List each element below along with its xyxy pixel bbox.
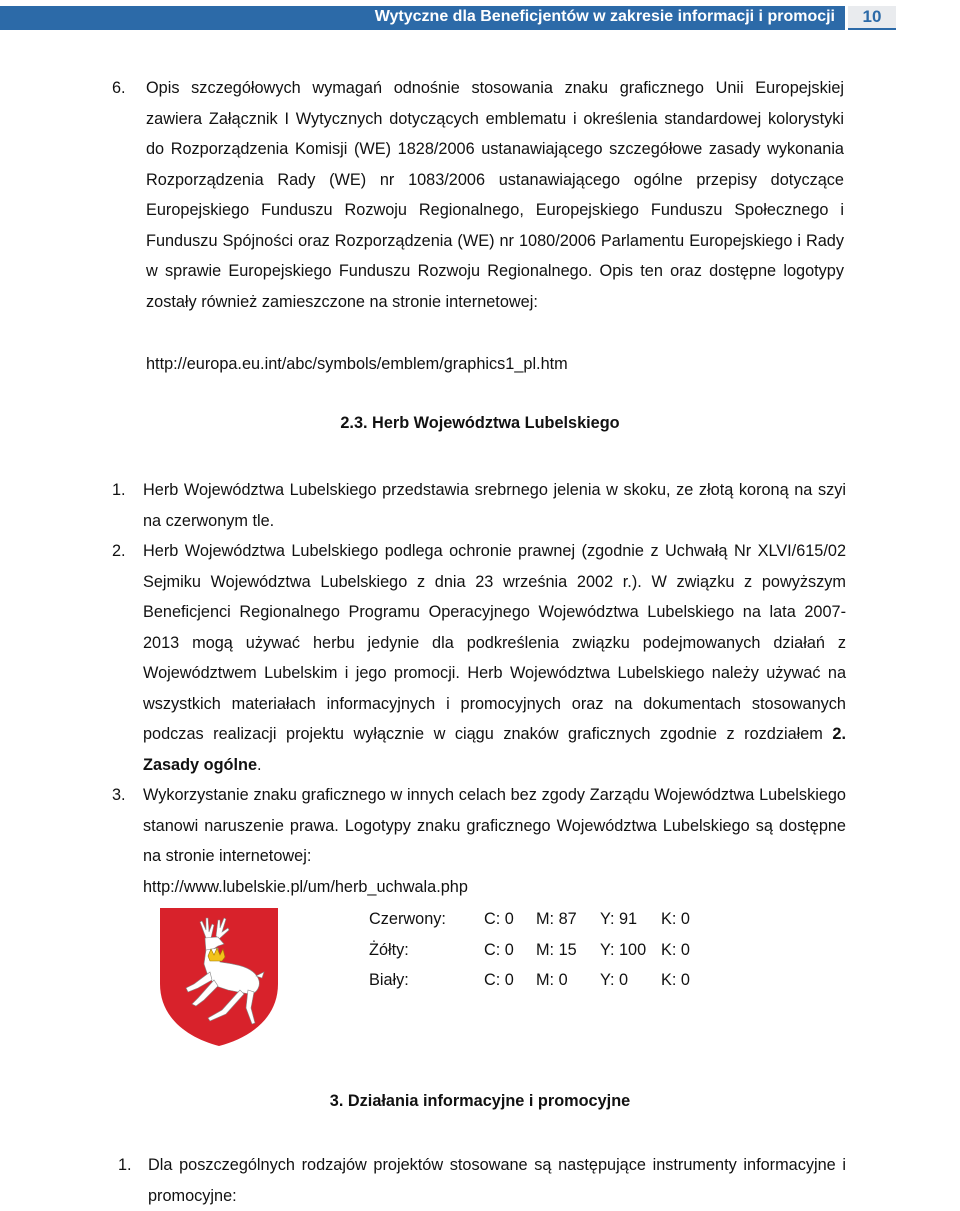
item-number: 3. <box>112 786 126 804</box>
item-number: 1. <box>112 481 126 499</box>
sentence-end: . <box>257 755 262 774</box>
color-row-yellow <box>369 935 711 966</box>
emblem-url-link[interactable]: http://europa.eu.int/abc/symbols/emblem/graphics1_pl.htm <box>146 355 568 373</box>
color-table <box>369 904 711 996</box>
yellow-value: Y: 91 <box>600 910 638 928</box>
black-value: K: 0 <box>661 910 690 928</box>
color-name: Czerwony: <box>369 910 446 928</box>
section3-item1-text: Dla poszczególnych rodzajów projektów stosowane są następujące instrumenty informacyjne i promocyjne: <box>148 1156 846 1205</box>
item-number: 1. <box>118 1156 132 1174</box>
yellow-value: Y: 100 <box>600 940 647 959</box>
item6-text: Opis szczegółowych wymagań odnośnie stosowania znaku graficznego Unii Europejskiej zawiera Załącznik I Wytycznych dotyczących emblematu i określenia standardowej kolorystyki do Rozporządzenia Komisji (WE) 1828/2006 ustanawiającego szczegółowe zasady wykonania Rozporządzenia Rady (WE) nr 1083/2006 ustanawiającego ogólne przepisy dotyczące Europejskiego Funduszu Rozwoju Regionalnego, Europejskiego Funduszu Społecznego i Funduszu Spójności oraz Rozporządzenia (WE) nr 1080/2006 Parlamentu Europejskiego i Rady w sprawie Europejskiego Funduszu Rozwoju Regionalnego. Opis ten oraz dostępne logotypy zostały również zamieszczone na stronie internetowej: <box>146 79 844 311</box>
color-name: Biały: <box>369 971 409 989</box>
black-value: K: 0 <box>661 940 690 959</box>
color-name: Żółty: <box>369 940 409 959</box>
section-heading-2-3: 2.3. Herb Województwa Lubelskiego <box>340 414 620 432</box>
section-heading-3: 3. Działania informacyjne i promocyjne <box>329 1092 631 1110</box>
magenta-value: M: 87 <box>536 910 577 928</box>
cyan-value: C: 0 <box>484 910 514 928</box>
herb-url-link[interactable]: http://www.lubelskie.pl/um/herb_uchwala.php <box>143 878 468 896</box>
page-number: 10 <box>848 6 896 30</box>
item-number: 6. <box>112 79 126 97</box>
item-number: 2. <box>112 542 126 560</box>
herb-item2-text <box>143 536 846 780</box>
herb-item1-text: Herb Województwa Lubelskiego przedstawia srebrnego jelenia w skoku, ze złotą koroną na szyi na czerwonym tle. <box>143 481 846 530</box>
herb-item3-text: Wykorzystanie znaku graficznego w innych celach bez zgody Zarządu Województwa Lubelskiego stanowi naruszenie prawa. Logotypy znaku graficznego Województwa Lubelskiego są dostępne na stronie internetowej: <box>143 786 846 865</box>
color-row-white <box>369 965 711 996</box>
cyan-value: C: 0 <box>484 940 514 959</box>
magenta-value: M: 0 <box>536 971 568 989</box>
document-title: Wytyczne dla Beneficjentów w zakresie informacji i promocji <box>374 8 835 25</box>
magenta-value: M: 15 <box>536 940 577 959</box>
yellow-value: Y: 0 <box>600 971 629 989</box>
chapter-reference: 2. Zasady ogólne <box>143 725 846 774</box>
color-row-red <box>369 904 711 935</box>
lubelskie-coat-of-arms <box>158 906 280 1048</box>
cyan-value: C: 0 <box>484 971 514 989</box>
herb-item2-body: Herb Województwa Lubelskiego podlega ochronie prawnej (zgodnie z Uchwałą Nr XLVI/615/02 Sejmiku Województwa Lubelskiego z dnia 23 września 2002 r.). W związku z powyższym Beneficjenci Regionalnego Programu Operacyjnego Województwa Lubelskiego na lata 2007-2013 mogą używać herbu jedynie dla podkreślenia związku podejmowanych działań z Województwem Lubelskim i jego promocji. Herb Województwa Lubelskiego należy używać na wszystkich materiałach informacyjnych i promocyjnych oraz na dokumentach stosowanych podczas realizacji projektu wyłącznie w ciągu znaków graficznych zgodnie z rozdziałem <box>143 542 846 743</box>
header-bar <box>0 6 845 30</box>
black-value: K: 0 <box>661 971 690 989</box>
